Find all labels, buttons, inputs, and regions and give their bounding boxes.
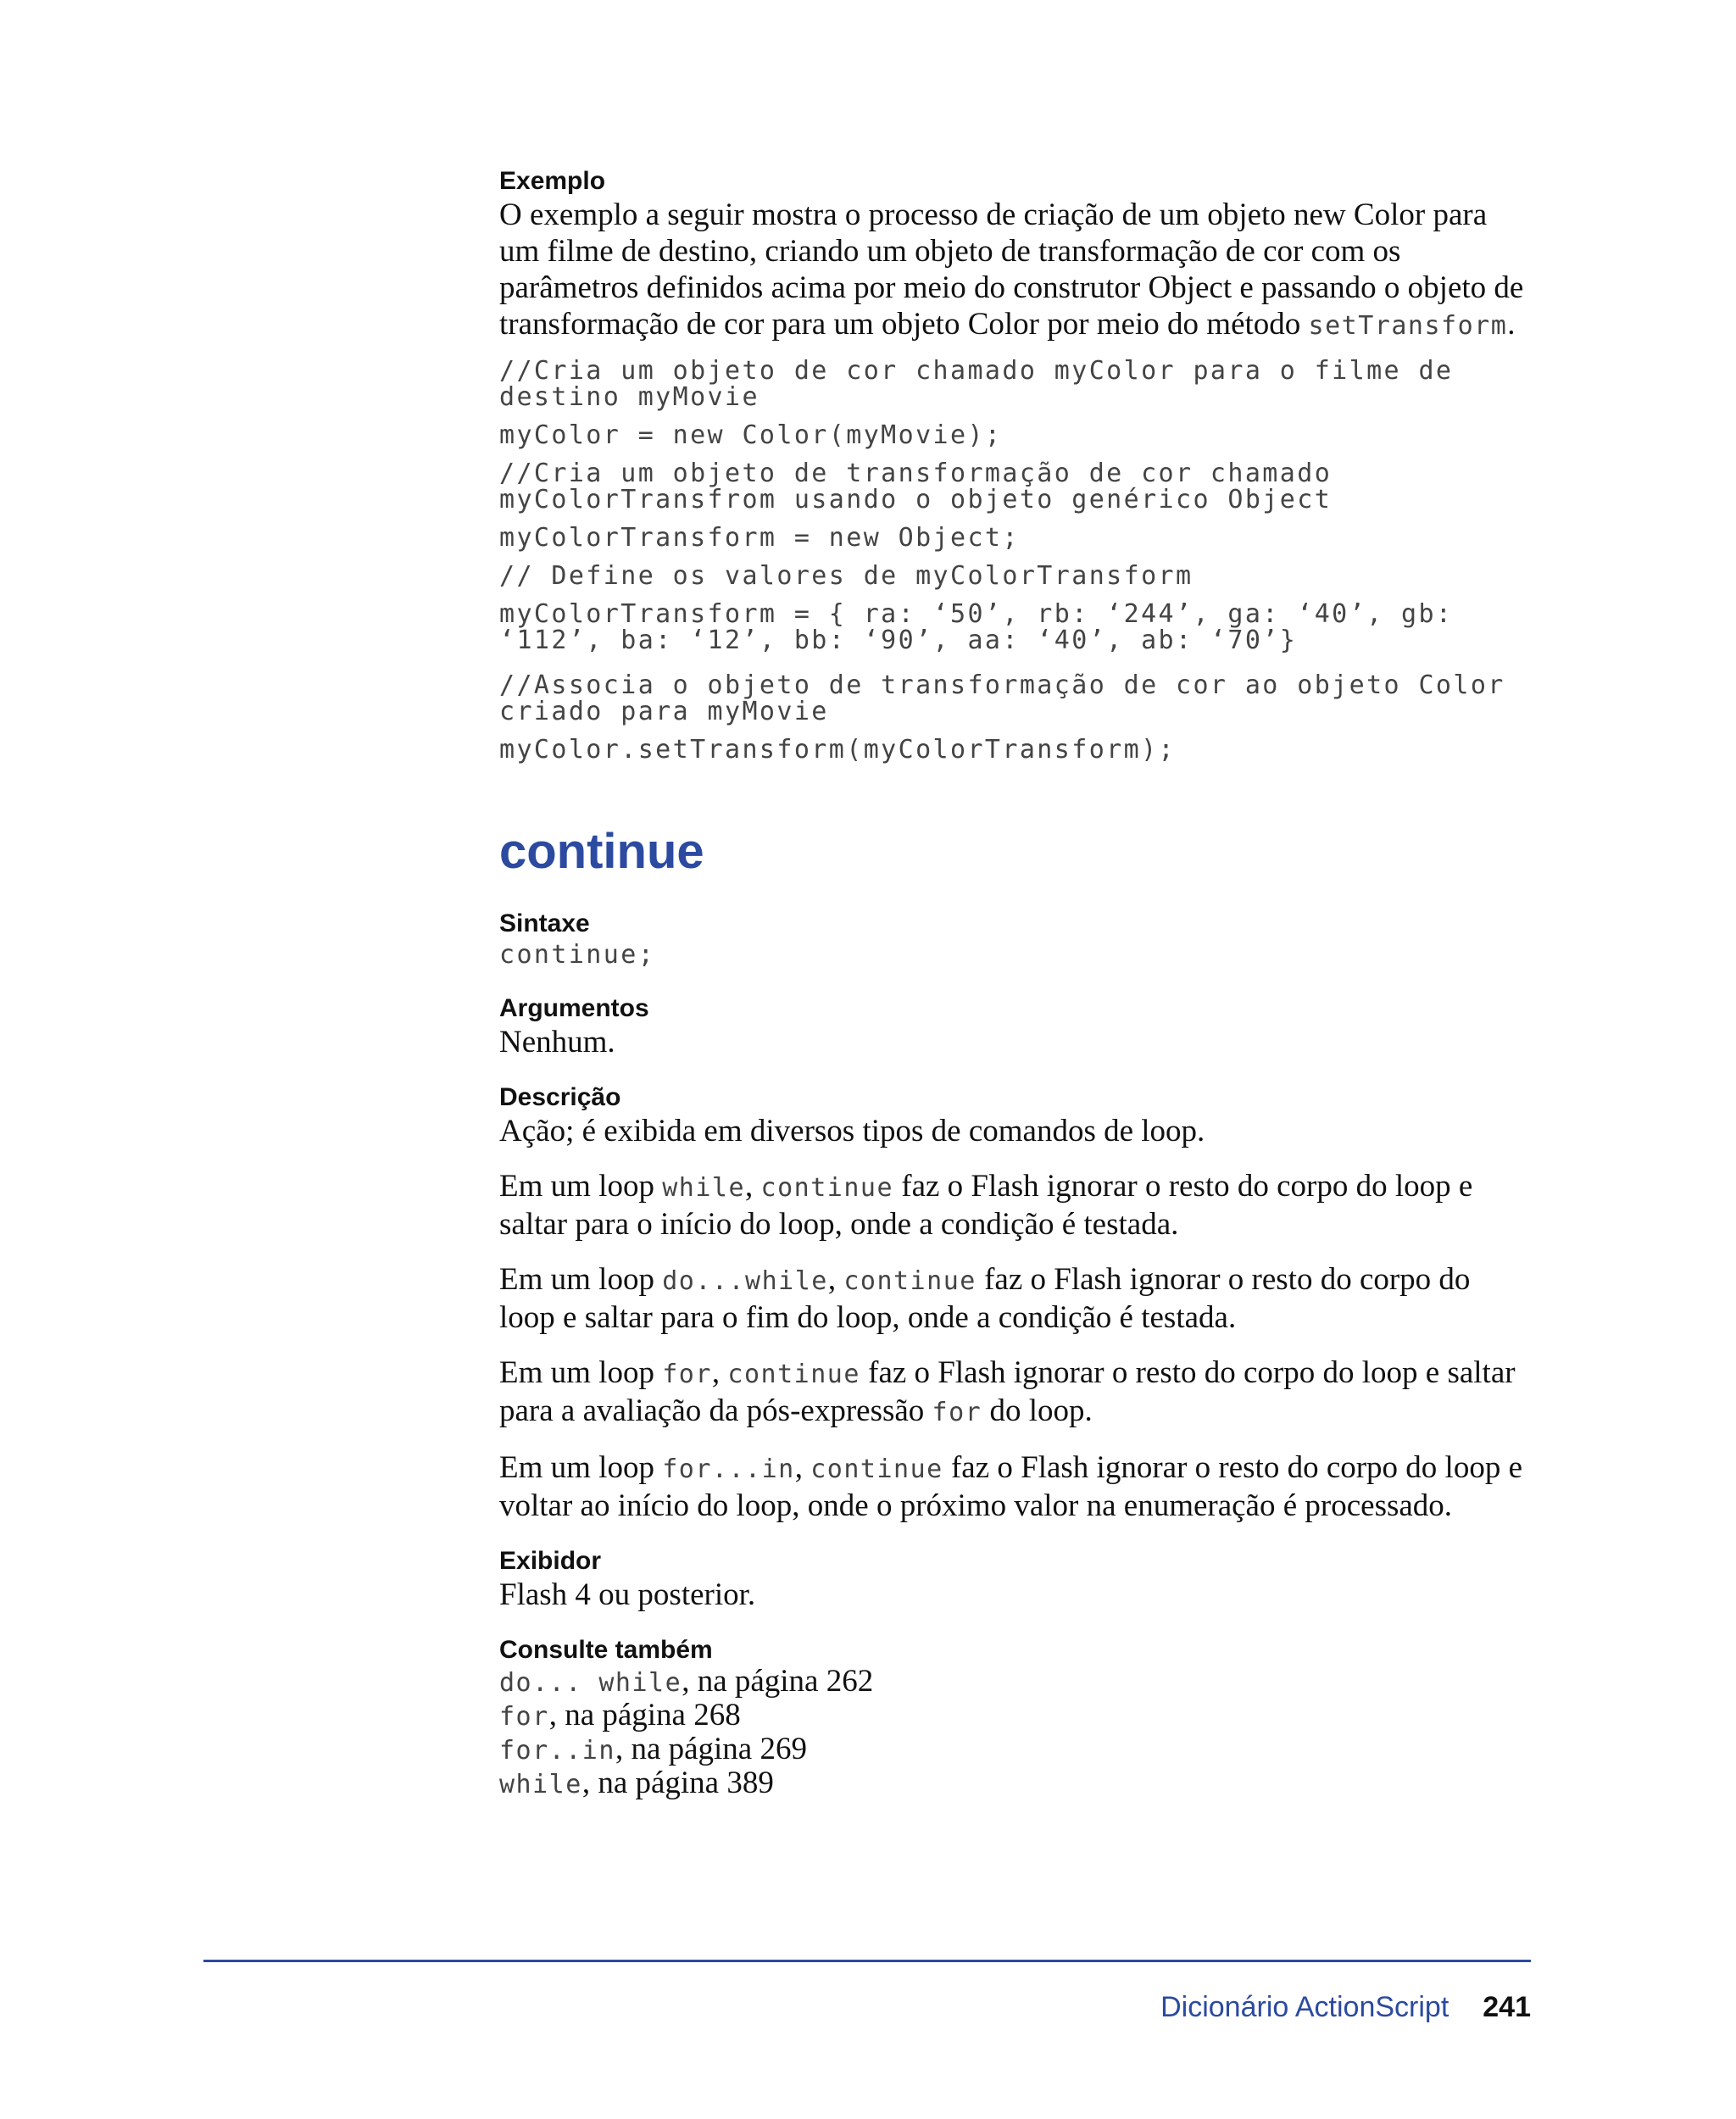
example-intro: O exemplo a seguir mostra o processo de criação de um objeto new Color para um filme de destino, criando um objeto de transformação de cor com os parâmetros definidos acima por meio do construtor Object e passando o objeto de transformação de cor para um objeto Color por meio do método setTransform.: [499, 197, 1524, 342]
inline-code: while: [662, 1173, 746, 1203]
player-label: Exibidor: [499, 1547, 602, 1575]
code-line: //Cria um objeto de cor chamado myColor para o filme de destino myMovie: [499, 356, 1471, 412]
description-label: Descrição: [499, 1083, 621, 1111]
description-paragraph: Em um loop for...in, continue faz o Flash ignorar o resto do corpo do loop e voltar ao início do loop, onde o próximo valor na enumeração é processado.: [499, 1450, 1523, 1523]
description-intro: Ação; é exibida em diversos tipos de comandos de loop.: [499, 1114, 1205, 1148]
inline-code: for: [662, 1360, 712, 1389]
see-also-code: do... while: [499, 1668, 682, 1698]
code-line: // Define os valores de myColorTransform: [499, 561, 1194, 591]
arguments-text: Nenhum.: [499, 1025, 615, 1060]
example-label: Exemplo: [499, 167, 606, 195]
inline-code: continue: [760, 1173, 894, 1203]
inline-code: continue: [810, 1454, 943, 1484]
page-number: 241: [1483, 1991, 1531, 2023]
footer-divider: [203, 1960, 1531, 1962]
syntax-label: Sintaxe: [499, 909, 590, 937]
see-also-code: while: [499, 1770, 582, 1799]
see-also-item[interactable]: while, na página 389: [499, 1766, 774, 1800]
code-line: myColorTransform = { ra: ‘50’, rb: ‘244’, ga: ‘40’, gb: ‘112’, ba: ‘12’, bb: ‘90’, aa: ‘40’, ab: ‘70’}: [499, 599, 1471, 655]
code-line: myColor.setTransform(myColorTransform);: [499, 735, 1176, 765]
code-line: myColorTransform = new Object;: [499, 523, 1020, 553]
inline-code: for...in: [662, 1454, 795, 1484]
description-paragraph: Em um loop do...while, continue faz o Flash ignorar o resto do corpo do loop e saltar para o fim do loop, onde a condição é testada.: [499, 1262, 1471, 1335]
see-also-item[interactable]: for, na página 268: [499, 1698, 741, 1732]
see-also-code: for: [499, 1702, 549, 1732]
inline-code: continue: [727, 1360, 860, 1389]
description-paragraph: Em um loop for, continue faz o Flash ignorar o resto do corpo do loop e saltar para a avaliação da pós-expressão for do loop.: [499, 1355, 1516, 1428]
entry-title: continue: [499, 824, 704, 879]
see-also-code: for..in: [499, 1736, 615, 1766]
code-block: [499, 358, 1533, 763]
inline-code: setTransform: [1308, 311, 1508, 341]
page-footer: [1160, 1990, 1531, 2024]
description-paragraph: Em um loop while, continue faz o Flash ignorar o resto do corpo do loop e saltar para o início do loop, onde a condição é testada.: [499, 1169, 1473, 1242]
see-also-item[interactable]: for..in, na página 269: [499, 1732, 807, 1766]
see-also-label: Consulte também: [499, 1636, 713, 1664]
see-also-list: [499, 1666, 1533, 1801]
code-line: myColor = new Color(myMovie);: [499, 420, 1003, 450]
page-content: [499, 166, 1533, 1801]
arguments-label: Argumentos: [499, 994, 649, 1022]
syntax-code: continue;: [499, 940, 656, 970]
footer-title: Dicionário ActionScript: [1160, 1991, 1449, 2023]
code-line: //Cria um objeto de transformação de cor chamado myColorTransfrom usando o objeto genérico Object: [499, 459, 1349, 514]
code-line: //Associa o objeto de transformação de cor ao objeto Color criado para myMovie: [499, 670, 1523, 726]
see-also-item[interactable]: do... while, na página 262: [499, 1664, 874, 1699]
inline-code: do...while: [662, 1266, 828, 1296]
inline-code: continue: [843, 1266, 976, 1296]
player-text: Flash 4 ou posterior.: [499, 1577, 756, 1612]
inline-code: for: [932, 1398, 982, 1427]
